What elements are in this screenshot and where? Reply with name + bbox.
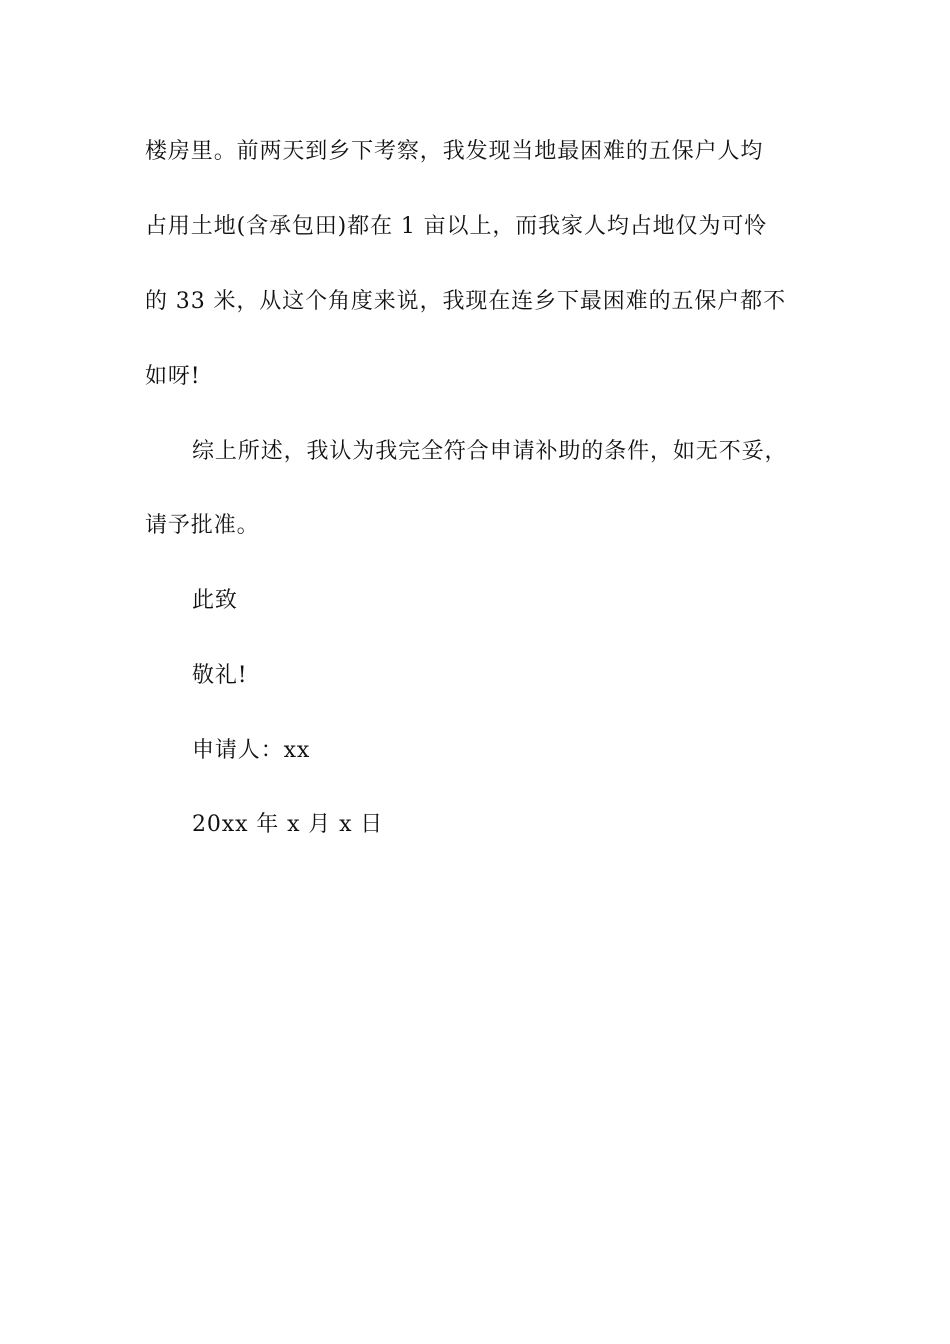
paragraph-line: 楼房里。前两天到乡下考察，我发现当地最困难的五保户人均	[145, 139, 764, 164]
paragraph-line: 请予批准。	[145, 513, 260, 538]
applicant-signature: 申请人：xx	[192, 738, 311, 763]
paragraph-line: 综上所述，我认为我完全符合申请补助的条件，如无不妥，	[192, 439, 788, 464]
paragraph-line: 如呀!	[145, 364, 201, 389]
paragraph-line: 占用土地(含承包田)都在 1 亩以上，而我家人均占地仅为可怜	[145, 214, 768, 239]
closing-respect: 敬礼!	[192, 663, 248, 688]
closing-salutation: 此致	[192, 588, 238, 613]
paragraph-line: 的 33 米，从这个角度来说，我现在连乡下最困难的五保户都不	[145, 289, 786, 314]
date-line: 20xx 年 x 月 x 日	[192, 812, 384, 837]
